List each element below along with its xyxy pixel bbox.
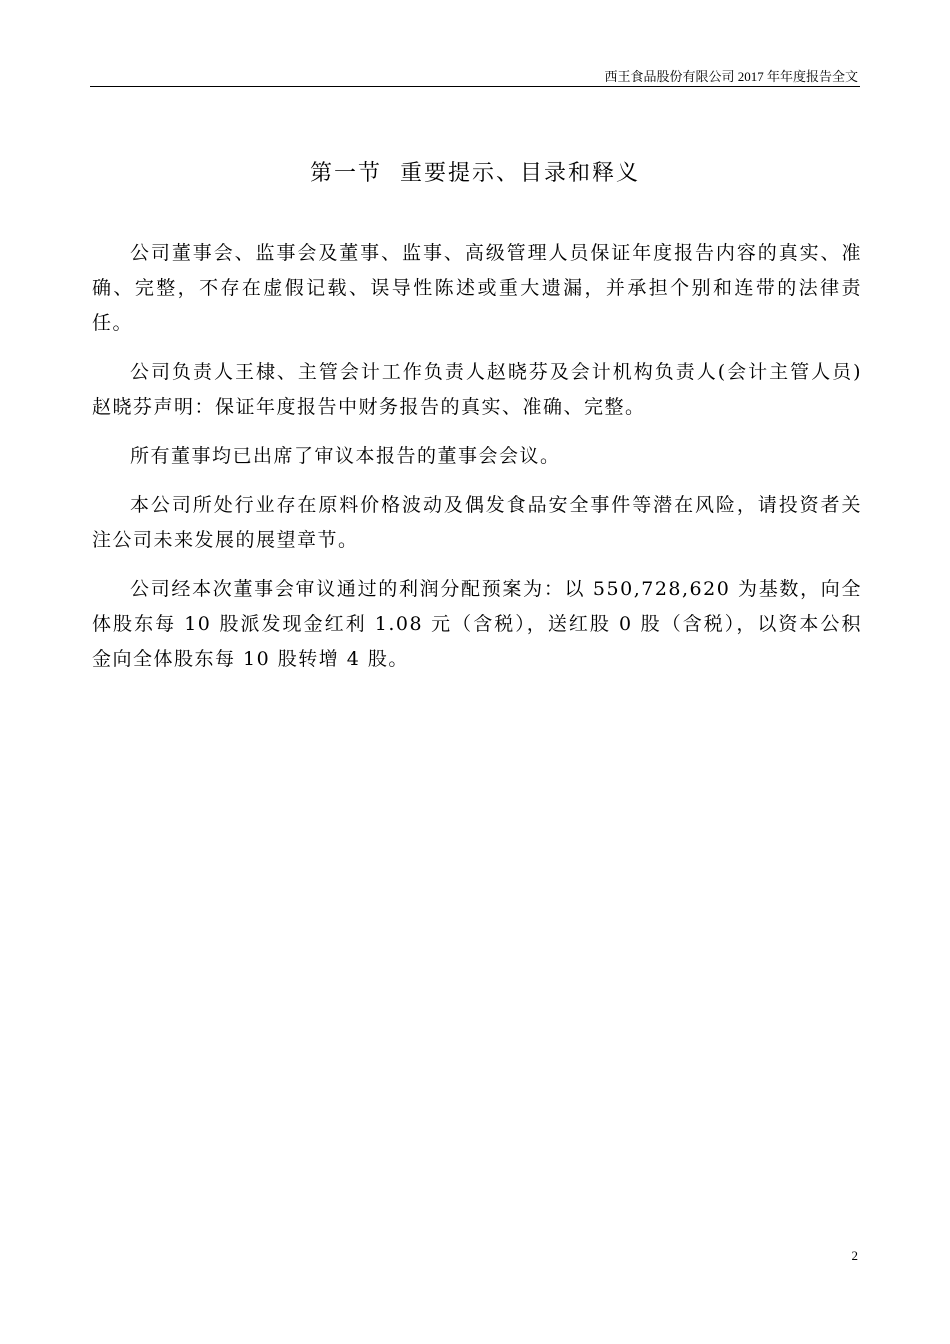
body-text [92, 236, 862, 691]
paragraph-risk-notice: 本公司所处行业存在原料价格波动及偶发食品安全事件等潜在风险，请投资者关注公司未来发展的展望章节。 [92, 494, 862, 551]
paragraph-board-attendance: 所有董事均已出席了审议本报告的董事会会议。 [130, 445, 561, 467]
section-title: 第一节 重要提示、目录和释义 [310, 161, 640, 186]
paragraph-profit-distribution: 公司经本次董事会审议通过的利润分配预案为：以 550,728,620 为基数，向全体股东每 10 股派发现金红利 1.08 元（含税），送红股 0 股（含税），以资本公积金向全体股东每 10 股转增 4 股。 [92, 578, 862, 670]
paragraph-responsibility-statement: 公司董事会、监事会及董事、监事、高级管理人员保证年度报告内容的真实、准确、完整，不存在虚假记载、误导性陈述或重大遗漏，并承担个别和连带的法律责任。 [92, 242, 862, 334]
running-header: 西王食品股份有限公司 2017 年年度报告全文 [604, 69, 858, 84]
header-rule [90, 86, 860, 87]
paragraph-financial-report-statement: 公司负责人王棣、主管会计工作负责人赵晓芬及会计机构负责人(会计主管人员)赵晓芬声明：保证年度报告中财务报告的真实、准确、完整。 [92, 361, 862, 418]
page-number: 2 [851, 1248, 858, 1263]
